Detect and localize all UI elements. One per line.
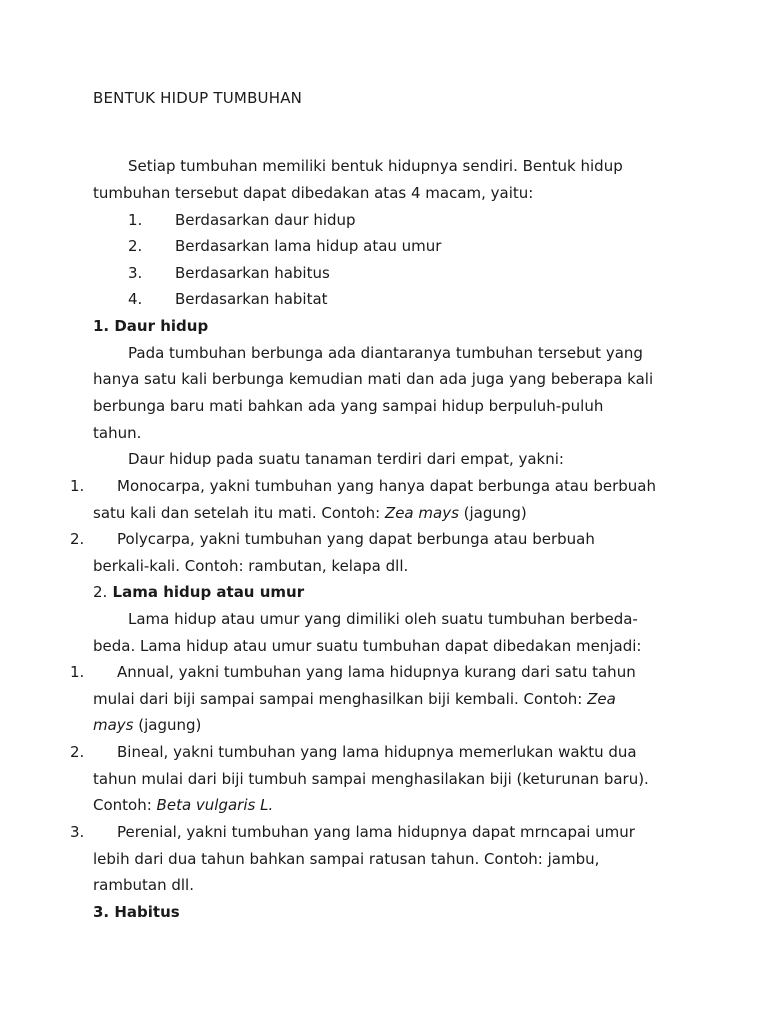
section-1-heading: 1. Daur hidup <box>93 317 209 335</box>
intro-list-number: 3. <box>128 264 143 282</box>
list-item-line <box>93 503 527 523</box>
intro-list-number: 4. <box>128 290 143 308</box>
list-item-text: mulai dari biji sampai sampai menghasilkan biji kembali. Contoh: <box>93 690 588 708</box>
species-name: mays <box>93 716 134 734</box>
intro-list-item: Berdasarkan lama hidup atau umur <box>175 237 442 255</box>
intro-list-number: 2. <box>128 237 143 255</box>
intro-line-2: tumbuhan tersebut dapat dibedakan atas 4 macam, yaitu: <box>93 184 534 202</box>
species-name: Zea mays <box>384 504 459 522</box>
list-item-text: (jagung) <box>133 716 202 734</box>
list-number: 2. <box>70 743 85 761</box>
list-item-line <box>93 689 616 709</box>
list-number: 1. <box>70 477 85 495</box>
list-item-line: rambutan dll. <box>93 876 194 894</box>
section-3-heading: 3. Habitus <box>93 903 180 921</box>
section-1-para-2: Daur hidup pada suatu tanaman terdiri dari empat, yakni: <box>128 450 564 468</box>
section-1-para-1-line: berbunga baru mati bahkan ada yang sampai hidup berpuluh-puluh <box>93 397 604 415</box>
species-name: Zea <box>587 690 616 708</box>
section-2-heading <box>93 582 304 602</box>
list-number: 1. <box>70 663 85 681</box>
section-2-heading-number: 2. <box>93 583 108 601</box>
section-1-para-1-line: hanya satu kali berbunga kemudian mati dan ada juga yang beberapa kali <box>93 370 654 388</box>
species-name: Beta vulgaris L. <box>156 796 274 814</box>
list-item-line: Monocarpa, yakni tumbuhan yang hanya dapat berbunga atau berbuah <box>117 477 656 495</box>
section-1-para-1-line: Pada tumbuhan berbunga ada diantaranya tumbuhan tersebut yang <box>128 344 643 362</box>
list-number: 2. <box>70 530 85 548</box>
section-2-para-line: beda. Lama hidup atau umur suatu tumbuhan dapat dibedakan menjadi: <box>93 637 642 655</box>
intro-list-item: Berdasarkan habitat <box>175 290 328 308</box>
list-item-text: (jagung) <box>458 504 527 522</box>
intro-list-item: Berdasarkan habitus <box>175 264 330 282</box>
intro-line-1: Setiap tumbuhan memiliki bentuk hidupnya sendiri. Bentuk hidup <box>128 157 623 175</box>
list-item-line: Annual, yakni tumbuhan yang lama hidupnya kurang dari satu tahun <box>117 663 636 681</box>
list-item-text: satu kali dan setelah itu mati. Contoh: <box>93 504 385 522</box>
list-item-text: Contoh: <box>93 796 157 814</box>
list-number: 3. <box>70 823 85 841</box>
list-item-line: Perenial, yakni tumbuhan yang lama hidupnya dapat mrncapai umur <box>117 823 635 841</box>
section-1-para-1-line: tahun. <box>93 424 142 442</box>
section-2-para-line: Lama hidup atau umur yang dimiliki oleh suatu tumbuhan berbeda- <box>128 610 638 628</box>
list-item-line: berkali-kali. Contoh: rambutan, kelapa dll. <box>93 557 409 575</box>
section-2-heading-text: Lama hidup atau umur <box>112 583 305 601</box>
document-title: BENTUK HIDUP TUMBUHAN <box>93 89 303 107</box>
list-item-line <box>93 795 273 815</box>
list-item-line: lebih dari dua tahun bahkan sampai ratusan tahun. Contoh: jambu, <box>93 850 600 868</box>
list-item-line <box>93 715 201 735</box>
list-item-line: tahun mulai dari biji tumbuh sampai menghasilakan biji (keturunan baru). <box>93 770 649 788</box>
intro-list-item: Berdasarkan daur hidup <box>175 211 356 229</box>
list-item-line: Bineal, yakni tumbuhan yang lama hidupnya memerlukan waktu dua <box>117 743 637 761</box>
list-item-line: Polycarpa, yakni tumbuhan yang dapat berbunga atau berbuah <box>117 530 595 548</box>
intro-list-number: 1. <box>128 211 143 229</box>
